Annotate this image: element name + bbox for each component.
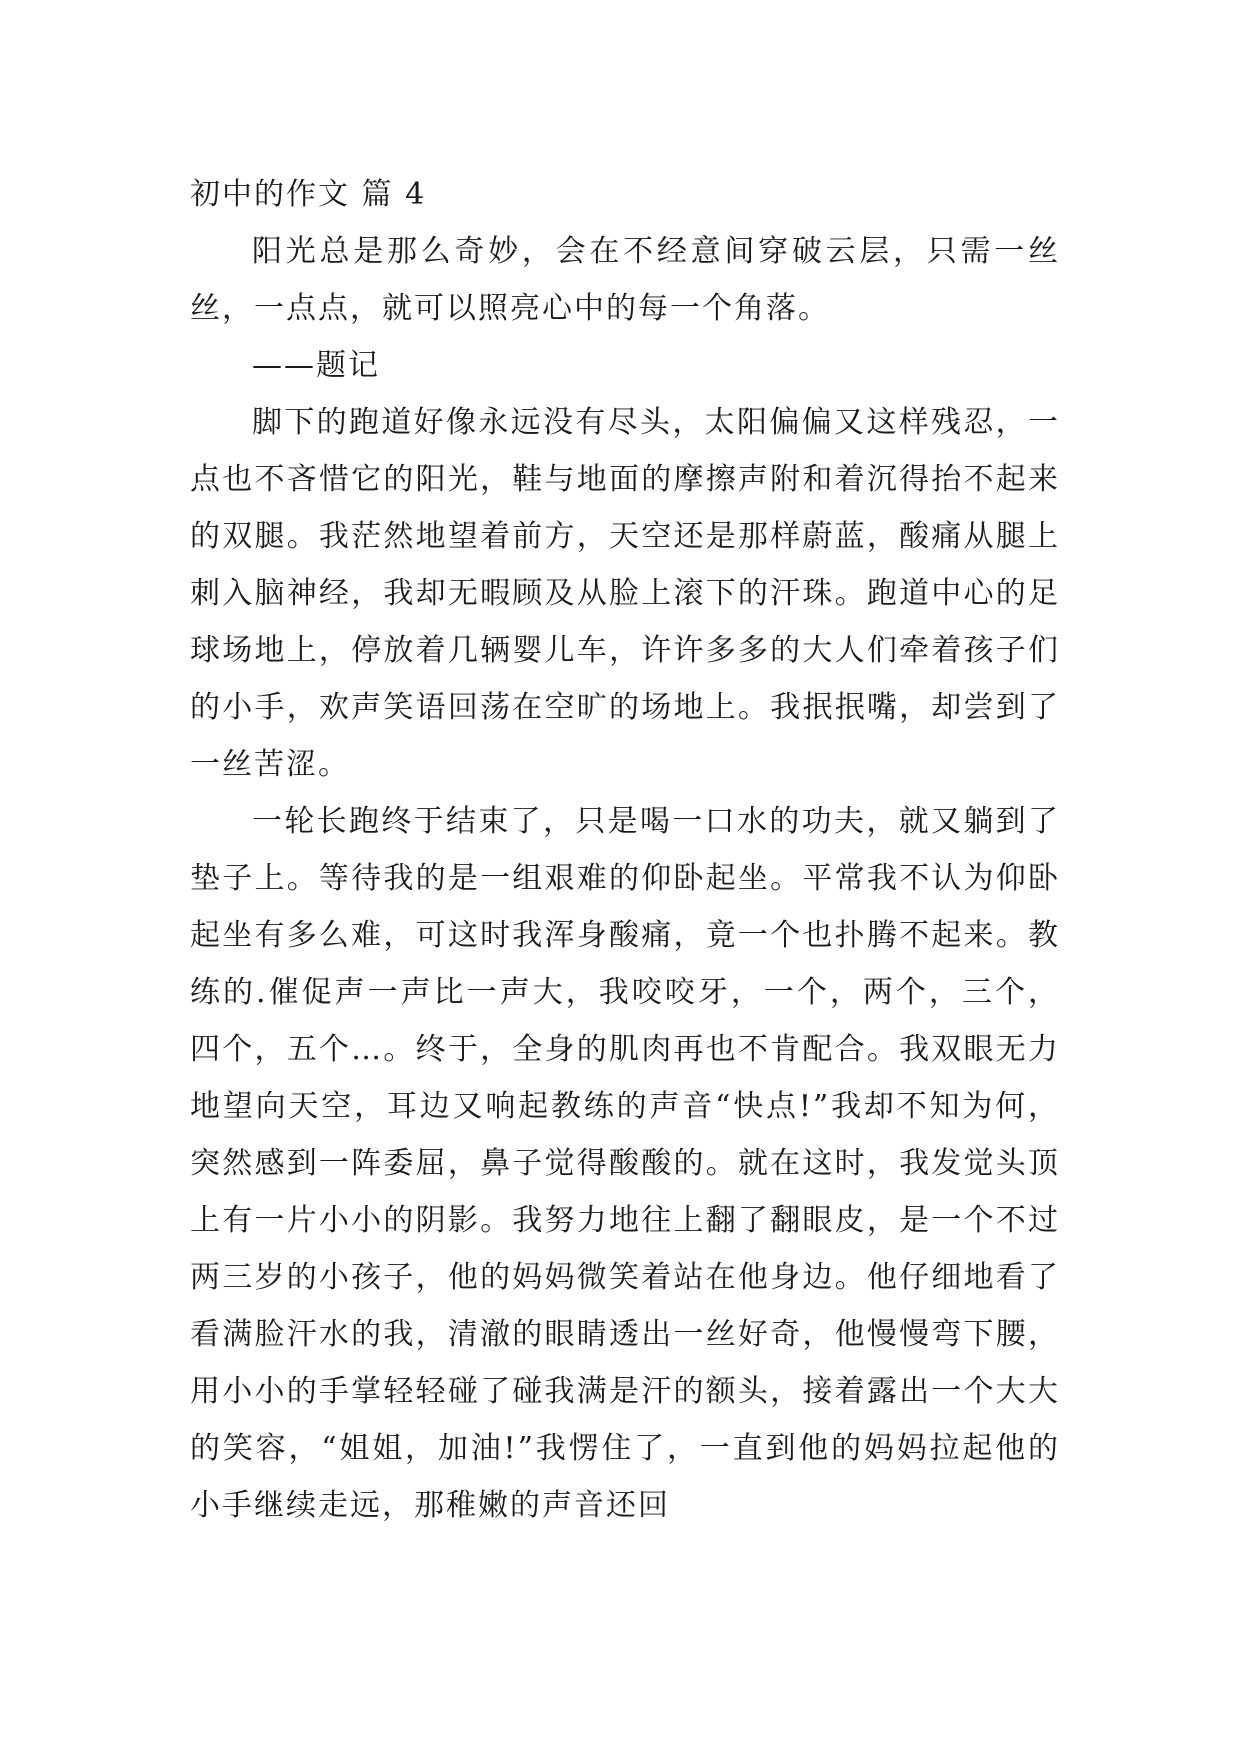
paragraph-intro: 阳光总是那么奇妙，会在不经意间穿破云层，只需一丝丝，一点点，就可以照亮心中的每一个角落。 <box>190 234 1060 326</box>
essay-title: 初中的作文 篇 4 <box>190 177 427 212</box>
document-body <box>190 166 1060 1534</box>
paragraph-running-track: 脚下的跑道好像永远没有尽头，太阳偏偏又这样残忍，一点也不吝惜它的阳光，鞋与地面的摩擦声附和着沉得抬不起来的双腿。我茫然地望着前方，天空还是那样蔚蓝，酸痛从腿上刺入脑神经，我却无暇顾及从脸上滚下的汗珠。跑道中心的足球场地上，停放着几辆婴儿车，许许多多的大人们牵着孩子们的小手，欢声笑语回荡在空旷的场地上。我抿抿嘴，却尝到了一丝苦涩。 <box>190 405 1060 782</box>
paragraph-epigraph-attribution: ——题记 <box>252 348 380 383</box>
paragraph-situps: 一轮长跑终于结束了，只是喝一口水的功夫，就又躺到了垫子上。等待我的是一组艰难的仰卧起坐。平常我不认为仰卧起坐有多么难，可这时我浑身酸痛，竟一个也扑腾不起来。教练的.催促声一声比一声大，我咬咬牙，一个，两个，三个，四个，五个…。终于，全身的肌肉再也不肯配合。我双眼无力地望向天空，耳边又响起教练的声音“快点!”我却不知为何，突然感到一阵委屈，鼻子觉得酸酸的。就在这时，我发觉头顶上有一片小小的阴影。我努力地往上翻了翻眼皮，是一个不过两三岁的小孩子，他的妈妈微笑着站在他身边。他仔细地看了看满脸汗水的我，清澈的眼睛透出一丝好奇，他慢慢弯下腰，用小小的手掌轻轻碰了碰我满是汗的额头，接着露出一个大大的笑容，“姐姐，加油!”我愣住了，一直到他的妈妈拉起他的小手继续走远，那稚嫩的声音还回 <box>190 804 1060 1523</box>
